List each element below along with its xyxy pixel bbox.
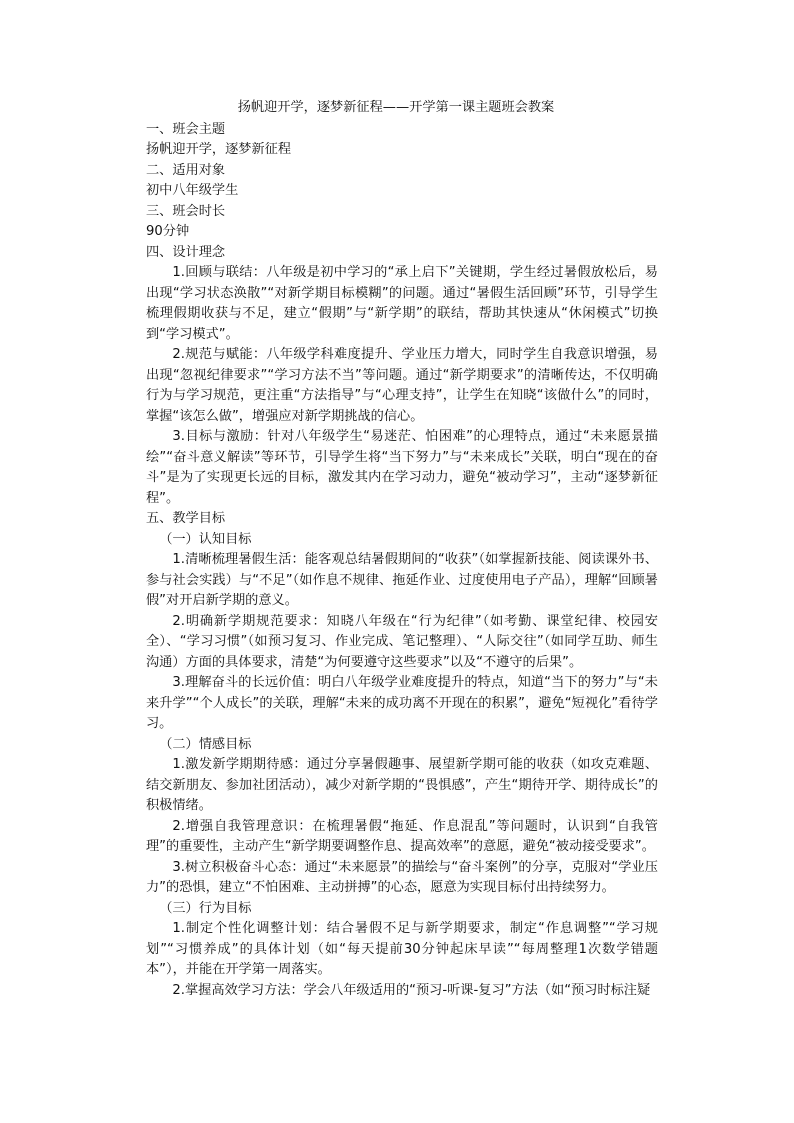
paragraph: 1.回顾与联结：八年级是初中学习的“承上启下”关键期，学生经过暑假放松后，易出现“学习状态涣散”“对新学期目标模糊”的问题。通过“暑假生活回顾”环节，引导学生梳理假期收获与不足，建立“假期”与“新学期”的联结，帮助其快速从“休闲模式”切换到“学习模式”。 bbox=[146, 265, 658, 342]
paragraph: 1.清晰梳理暑假生活：能客观总结暑假期间的“收获”（如掌握新技能、阅读课外书、参与社会实践）与“不足”（如作息不规律、拖延作业、过度使用电子产品），理解“回顾暑假”对开启新学期的意义。 bbox=[146, 552, 658, 608]
section-content: 扬帆迎开学，逐梦新征程 bbox=[146, 142, 292, 157]
paragraph: 2.增强自我管理意识：在梳理暑假“拖延、作息混乱”等问题时，认识到“自我管理”的重要性，主动产生“新学期要调整作息、提高效率”的意愿，避免“被动接受要求”。 bbox=[146, 818, 658, 854]
subsection-heading: （三）行为目标 bbox=[159, 900, 252, 916]
paragraph: 1.激发新学期期待感：通过分享暑假趣事、展望新学期可能的收获（如攻克难题、结交新朋友、参加社团活动），减少对新学期的“畏惧感”，产生“期待开学、期待成长”的积极情绪。 bbox=[146, 757, 658, 813]
section-heading: 五、教学目标 bbox=[146, 511, 226, 526]
paragraph: 2.规范与赋能：八年级学科难度提升、学业压力增大，同时学生自我意识增强，易出现“忽视纪律要求”“学习方法不当”等问题。通过“新学期要求”的清晰传达，不仅明确行为与学习规范，更注重“方法指导”与“心理支持”，让学生在知晓“该做什么”的同时，掌握“该怎么做”，增强应对新学期挑战的信心。 bbox=[146, 347, 658, 424]
subsection-heading: （二）情感目标 bbox=[159, 736, 252, 752]
subsection-heading: （一）认知目标 bbox=[159, 531, 252, 547]
section-content: 90分钟 bbox=[146, 224, 190, 239]
paragraph: 2.明确新学期规范要求：知晓八年级在“行为纪律”（如考勤、课堂纪律、校园安全）、“学习习惯”（如预习复习、作业完成、笔记整理）、“人际交往”（如同学互助、师生沟通）方面的具体要求，清楚“为何要遵守这些要求”以及“不遵守的后果”。 bbox=[146, 613, 658, 670]
document-body bbox=[146, 98, 658, 1001]
document-title: 扬帆迎开学，逐梦新征程——开学第一课主题班会教案 bbox=[237, 100, 555, 115]
paragraph: 3.理解奋斗的长远价值：明白八年级学业难度提升的特点，知道“当下的努力”与“未来升学”“个人成长”的关联，理解“未来的成功离不开现在的积累”，避免“短视化”看待学习。 bbox=[146, 675, 658, 731]
section-heading: 三、班会时长 bbox=[146, 203, 226, 219]
section-content: 初中八年级学生 bbox=[146, 183, 239, 198]
paragraph: 3.树立积极奋斗心态：通过“未来愿景”的描绘与“奋斗案例”的分享，克服对“学业压力”的恐惧，建立“不怕困难、主动拼搏”的心态，愿意为实现目标付出持续努力。 bbox=[146, 859, 658, 895]
paragraph: 3.目标与激励：针对八年级学生“易迷茫、怕困难”的心理特点，通过“未来愿景描绘”“奋斗意义解读”等环节，引导学生将“当下努力”与“未来成长”关联，明白“现在的奋斗”是为了实现更长远的目标，激发其内在学习动力，避免“被动学习”，主动“逐梦新征程”。 bbox=[146, 429, 658, 506]
paragraph: 2.掌握高效学习方法：学会八年级适用的“预习-听课-复习”方法（如“预习时标注疑 bbox=[172, 982, 651, 998]
section-heading: 一、班会主题 bbox=[146, 121, 226, 137]
section-heading: 四、设计理念 bbox=[146, 244, 226, 260]
section-heading: 二、适用对象 bbox=[146, 162, 226, 178]
paragraph: 1.制定个性化调整计划：结合暑假不足与新学期要求，制定“作息调整”“学习规划”“习惯养成”的具体计划（如“每天提前30分钟起床早读”“每周整理1次数学错题本”），并能在开学第一周落实。 bbox=[146, 921, 658, 977]
